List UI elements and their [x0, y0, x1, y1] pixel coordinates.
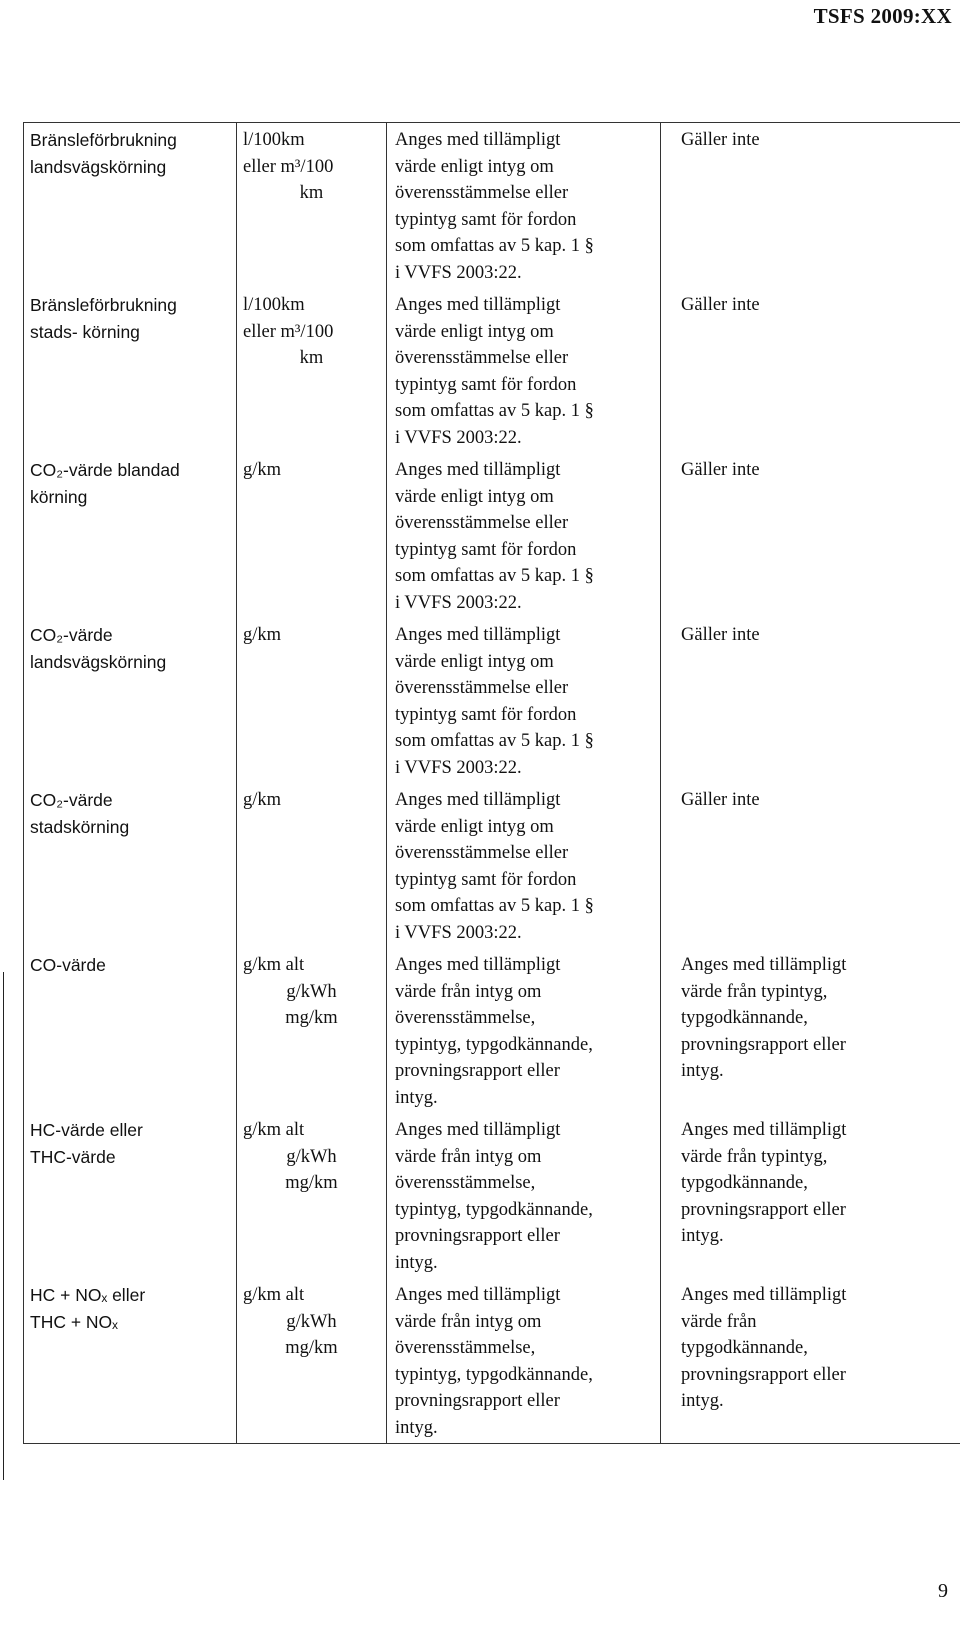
- unit-line: g/km alt: [243, 1285, 305, 1305]
- applicability-line: typgodkännande,: [681, 1008, 808, 1028]
- applicability-line: intyg.: [681, 1061, 724, 1081]
- applicability-line: typgodkännande,: [681, 1173, 808, 1193]
- unit-line: mg/km: [285, 1173, 338, 1193]
- unit-line: km: [299, 183, 324, 203]
- unit-line: l/100km: [243, 295, 305, 315]
- description-cell: [387, 948, 661, 1113]
- applicability-line: värde från typintyg,: [681, 1146, 828, 1167]
- description-line: typintyg, typgodkännande,: [395, 1199, 593, 1220]
- table-row: [24, 1278, 960, 1444]
- parameter-name-cell: [24, 618, 237, 783]
- applicability-cell: [661, 783, 960, 948]
- applicability-cell: [661, 1278, 960, 1444]
- parameter-name-line: CO₂-värde blandad: [30, 460, 180, 480]
- description-line: värde enligt intyg om: [395, 651, 554, 672]
- description-cell: [387, 123, 661, 289]
- unit-cell: [237, 1278, 387, 1444]
- description-line: överensstämmelse eller: [395, 678, 569, 698]
- unit-cell: [237, 453, 387, 618]
- description-line: överensstämmelse,: [395, 1008, 536, 1028]
- parameter-name-line: CO₂-värde: [30, 790, 113, 810]
- description-line: Anges med tillämpligt: [395, 955, 561, 975]
- parameter-name-line: Bränsleförbrukning: [30, 130, 177, 150]
- parameter-name-cell: [24, 948, 237, 1113]
- parameter-name-line: THC + NOₓ: [30, 1311, 118, 1332]
- parameter-name-line: stadskörning: [30, 816, 130, 837]
- description-line: värde från intyg om: [395, 1311, 542, 1332]
- parameter-name-cell: [24, 288, 237, 453]
- parameter-name-line: Bränsleförbrukning: [30, 295, 177, 315]
- description-line: typintyg samt för fordon: [395, 869, 577, 890]
- document-code: TSFS 2009:XX: [813, 4, 952, 28]
- description-line: typintyg, typgodkännande,: [395, 1034, 593, 1055]
- description-line: typintyg, typgodkännande,: [395, 1364, 593, 1385]
- applicability-line: provningsrapport eller: [681, 1364, 846, 1385]
- description-line: som omfattas av 5 kap. 1 §: [395, 566, 594, 586]
- parameter-name-line: CO₂-värde: [30, 625, 113, 645]
- description-line: överensstämmelse,: [395, 1173, 536, 1193]
- applicability-line: provningsrapport eller: [681, 1034, 846, 1055]
- table-row: [24, 618, 960, 783]
- description-line: överensstämmelse eller: [395, 183, 569, 203]
- description-line: Anges med tillämpligt: [395, 1120, 561, 1140]
- description-line: värde från intyg om: [395, 981, 542, 1002]
- applicability-line: värde från typintyg,: [681, 981, 828, 1002]
- applicability-line: Anges med tillämpligt: [681, 1120, 847, 1140]
- parameter-name-line: stads- körning: [30, 321, 140, 342]
- parameter-name-line: HC-värde eller: [30, 1120, 143, 1140]
- parameter-name-line: landsvägskörning: [30, 651, 167, 672]
- parameter-name-cell: [24, 123, 237, 289]
- applicability-cell: [661, 123, 960, 289]
- description-line: överensstämmelse,: [395, 1338, 536, 1358]
- description-line: som omfattas av 5 kap. 1 §: [395, 731, 594, 751]
- description-line: provningsrapport eller: [395, 1061, 560, 1081]
- description-line: i VVFS 2003:22.: [395, 262, 522, 283]
- unit-line: l/100km: [243, 130, 305, 150]
- description-cell: [387, 453, 661, 618]
- description-line: Anges med tillämpligt: [395, 295, 561, 315]
- applicability-cell: [661, 948, 960, 1113]
- parameter-name-line: landsvägskörning: [30, 156, 167, 177]
- description-line: värde från intyg om: [395, 1146, 542, 1167]
- applicability-line: Gäller inte: [681, 295, 760, 315]
- description-line: provningsrapport eller: [395, 1391, 560, 1411]
- description-line: värde enligt intyg om: [395, 486, 554, 507]
- description-line: Anges med tillämpligt: [395, 790, 561, 810]
- applicability-line: värde från: [681, 1311, 757, 1332]
- description-line: Anges med tillämpligt: [395, 1285, 561, 1305]
- unit-line: mg/km: [285, 1008, 338, 1028]
- description-line: typintyg samt för fordon: [395, 539, 577, 560]
- description-line: som omfattas av 5 kap. 1 §: [395, 896, 594, 916]
- parameter-name-line: CO-värde: [30, 955, 106, 975]
- unit-cell: [237, 948, 387, 1113]
- description-line: i VVFS 2003:22.: [395, 922, 522, 943]
- description-cell: [387, 1278, 661, 1444]
- unit-cell: [237, 618, 387, 783]
- applicability-line: Gäller inte: [681, 460, 760, 480]
- unit-line: g/kWh: [286, 1146, 337, 1167]
- description-line: i VVFS 2003:22.: [395, 427, 522, 448]
- description-cell: [387, 618, 661, 783]
- description-line: som omfattas av 5 kap. 1 §: [395, 236, 594, 256]
- unit-line: g/km: [243, 790, 282, 810]
- description-cell: [387, 783, 661, 948]
- description-line: i VVFS 2003:22.: [395, 757, 522, 778]
- description-line: överensstämmelse eller: [395, 843, 569, 863]
- description-line: typintyg samt för fordon: [395, 374, 577, 395]
- unit-line: g/kWh: [286, 981, 337, 1002]
- description-line: värde enligt intyg om: [395, 156, 554, 177]
- table-row: [24, 1113, 960, 1278]
- description-line: i VVFS 2003:22.: [395, 592, 522, 613]
- unit-line: g/km: [243, 460, 282, 480]
- unit-cell: [237, 288, 387, 453]
- table-row: [24, 453, 960, 618]
- unit-line: eller m³/100: [243, 156, 334, 177]
- applicability-line: provningsrapport eller: [681, 1199, 846, 1220]
- unit-line: g/km: [243, 625, 282, 645]
- description-line: Anges med tillämpligt: [395, 130, 561, 150]
- unit-cell: [237, 1113, 387, 1278]
- applicability-cell: [661, 618, 960, 783]
- description-line: intyg.: [395, 1417, 438, 1438]
- unit-line: mg/km: [285, 1338, 338, 1358]
- table-row: [24, 783, 960, 948]
- applicability-line: intyg.: [681, 1226, 724, 1246]
- description-line: värde enligt intyg om: [395, 816, 554, 837]
- table-row: [24, 948, 960, 1113]
- unit-line: eller m³/100: [243, 321, 334, 342]
- unit-cell: [237, 123, 387, 289]
- description-line: värde enligt intyg om: [395, 321, 554, 342]
- unit-line: g/km alt: [243, 955, 305, 975]
- description-cell: [387, 1113, 661, 1278]
- description-line: Anges med tillämpligt: [395, 625, 561, 645]
- parameter-name-cell: [24, 783, 237, 948]
- applicability-line: Anges med tillämpligt: [681, 1285, 847, 1305]
- parameter-name-cell: [24, 453, 237, 618]
- page-number: 9: [938, 1580, 948, 1602]
- description-line: intyg.: [395, 1087, 438, 1108]
- description-line: som omfattas av 5 kap. 1 §: [395, 401, 594, 421]
- applicability-cell: [661, 1113, 960, 1278]
- table-row: [24, 123, 960, 289]
- applicability-line: Anges med tillämpligt: [681, 955, 847, 975]
- unit-line: km: [299, 348, 324, 368]
- parameter-name-line: THC-värde: [30, 1146, 116, 1167]
- applicability-cell: [661, 288, 960, 453]
- description-line: Anges med tillämpligt: [395, 460, 561, 480]
- parameter-name-line: körning: [30, 486, 88, 507]
- description-line: intyg.: [395, 1252, 438, 1273]
- unit-line: g/kWh: [286, 1311, 337, 1332]
- applicability-line: typgodkännande,: [681, 1338, 808, 1358]
- parameter-name-cell: [24, 1113, 237, 1278]
- parameter-name-cell: [24, 1278, 237, 1444]
- table-body: [24, 123, 960, 1444]
- unit-line: g/km alt: [243, 1120, 305, 1140]
- description-line: typintyg samt för fordon: [395, 209, 577, 230]
- description-line: provningsrapport eller: [395, 1226, 560, 1246]
- description-cell: [387, 288, 661, 453]
- margin-change-bar: [3, 972, 4, 1480]
- description-line: överensstämmelse eller: [395, 513, 569, 533]
- applicability-line: Gäller inte: [681, 130, 760, 150]
- applicability-cell: [661, 453, 960, 618]
- applicability-line: intyg.: [681, 1391, 724, 1411]
- parameter-name-line: HC + NOₓ eller: [30, 1285, 146, 1305]
- applicability-line: Gäller inte: [681, 625, 760, 645]
- emissions-table: [23, 122, 960, 1444]
- table-row: [24, 288, 960, 453]
- applicability-line: Gäller inte: [681, 790, 760, 810]
- description-line: överensstämmelse eller: [395, 348, 569, 368]
- description-line: typintyg samt för fordon: [395, 704, 577, 725]
- unit-cell: [237, 783, 387, 948]
